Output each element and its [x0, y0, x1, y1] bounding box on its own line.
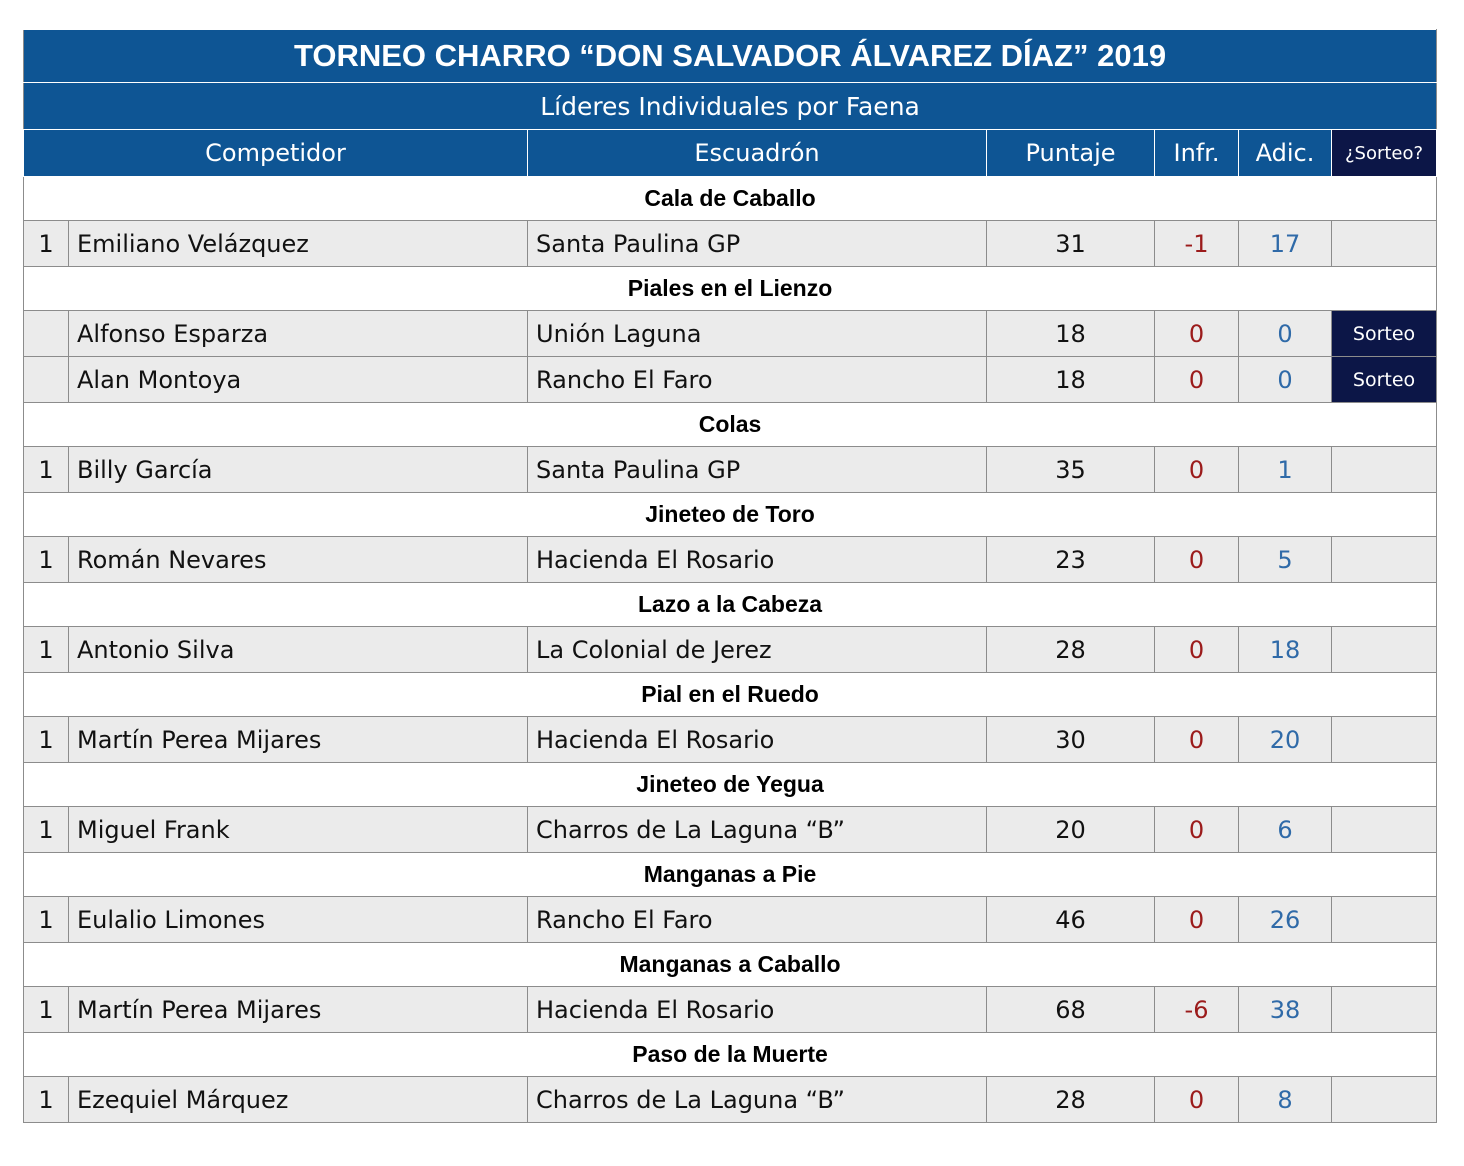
infr-cell: -1 [1155, 221, 1239, 267]
sorteo-cell [1332, 717, 1437, 763]
page-subtitle: Líderes Individuales por Faena [24, 83, 1437, 130]
header-infr: Infr. [1155, 130, 1239, 177]
infr-cell: 0 [1155, 717, 1239, 763]
section-header-row [24, 267, 1437, 311]
header-escuadron: Escuadrón [528, 130, 987, 177]
sorteo-cell [1332, 221, 1437, 267]
section-title: Cala de Caballo [24, 177, 1437, 221]
infr-cell: 0 [1155, 357, 1239, 403]
adic-cell: 5 [1239, 537, 1332, 583]
title-row [24, 30, 1437, 83]
infr-cell: 0 [1155, 311, 1239, 357]
subtitle-row [24, 83, 1437, 130]
table-row [24, 537, 1437, 583]
puntaje-cell: 31 [987, 221, 1155, 267]
table-row [24, 897, 1437, 943]
adic-cell: 0 [1239, 311, 1332, 357]
rank-cell [24, 311, 69, 357]
page-title: TORNEO CHARRO “DON SALVADOR ÁLVAREZ DÍAZ” 2019 [24, 30, 1437, 83]
section-title: Jineteo de Toro [24, 493, 1437, 537]
section-header-row [24, 177, 1437, 221]
header-competidor: Competidor [24, 130, 528, 177]
escuadron-cell: Santa Paulina GP [528, 447, 987, 493]
section-header-row [24, 943, 1437, 987]
puntaje-cell: 18 [987, 311, 1155, 357]
escuadron-cell: Hacienda El Rosario [528, 717, 987, 763]
table-row [24, 447, 1437, 493]
adic-cell: 6 [1239, 807, 1332, 853]
table-row [24, 1077, 1437, 1123]
header-sorteo: ¿Sorteo? [1332, 130, 1437, 177]
rank-cell: 1 [24, 537, 69, 583]
infr-cell: 0 [1155, 1077, 1239, 1123]
section-header-row [24, 763, 1437, 807]
puntaje-cell: 68 [987, 987, 1155, 1033]
puntaje-cell: 23 [987, 537, 1155, 583]
escuadron-cell: Santa Paulina GP [528, 221, 987, 267]
table-row [24, 221, 1437, 267]
sorteo-cell [1332, 897, 1437, 943]
adic-cell: 18 [1239, 627, 1332, 673]
puntaje-cell: 20 [987, 807, 1155, 853]
rank-cell: 1 [24, 807, 69, 853]
section-header-row [24, 1033, 1437, 1077]
section-title: Lazo a la Cabeza [24, 583, 1437, 627]
competidor-cell: Alan Montoya [69, 357, 528, 403]
puntaje-cell: 30 [987, 717, 1155, 763]
adic-cell: 8 [1239, 1077, 1332, 1123]
rank-cell: 1 [24, 717, 69, 763]
infr-cell: -6 [1155, 987, 1239, 1033]
infr-cell: 0 [1155, 447, 1239, 493]
competidor-cell: Emiliano Velázquez [69, 221, 528, 267]
section-header-row [24, 403, 1437, 447]
competidor-cell: Antonio Silva [69, 627, 528, 673]
escuadron-cell: Rancho El Faro [528, 897, 987, 943]
table-row [24, 987, 1437, 1033]
sorteo-cell [1332, 807, 1437, 853]
rank-cell: 1 [24, 987, 69, 1033]
puntaje-cell: 28 [987, 1077, 1155, 1123]
competidor-cell: Miguel Frank [69, 807, 528, 853]
table-body [24, 30, 1437, 1123]
infr-cell: 0 [1155, 537, 1239, 583]
rank-cell: 1 [24, 627, 69, 673]
competidor-cell: Román Nevares [69, 537, 528, 583]
section-header-row [24, 583, 1437, 627]
rank-cell: 1 [24, 1077, 69, 1123]
table-row [24, 807, 1437, 853]
adic-cell: 1 [1239, 447, 1332, 493]
adic-cell: 0 [1239, 357, 1332, 403]
sorteo-cell [1332, 627, 1437, 673]
competidor-cell: Martín Perea Mijares [69, 987, 528, 1033]
section-title: Manganas a Caballo [24, 943, 1437, 987]
competidor-cell: Alfonso Esparza [69, 311, 528, 357]
rank-cell: 1 [24, 221, 69, 267]
header-adic: Adic. [1239, 130, 1332, 177]
sorteo-badge: Sorteo [1332, 311, 1437, 357]
puntaje-cell: 28 [987, 627, 1155, 673]
puntaje-cell: 46 [987, 897, 1155, 943]
leaders-table [23, 29, 1437, 1123]
table-row [24, 717, 1437, 763]
sorteo-cell [1332, 1077, 1437, 1123]
header-puntaje: Puntaje [987, 130, 1155, 177]
sorteo-cell [1332, 447, 1437, 493]
infr-cell: 0 [1155, 627, 1239, 673]
table-row [24, 627, 1437, 673]
competidor-cell: Ezequiel Márquez [69, 1077, 528, 1123]
puntaje-cell: 35 [987, 447, 1155, 493]
section-title: Piales en el Lienzo [24, 267, 1437, 311]
adic-cell: 17 [1239, 221, 1332, 267]
section-title: Colas [24, 403, 1437, 447]
escuadron-cell: Unión Laguna [528, 311, 987, 357]
adic-cell: 26 [1239, 897, 1332, 943]
section-header-row [24, 853, 1437, 897]
section-title: Manganas a Pie [24, 853, 1437, 897]
section-title: Jineteo de Yegua [24, 763, 1437, 807]
rank-cell: 1 [24, 447, 69, 493]
sorteo-cell [1332, 537, 1437, 583]
escuadron-cell: La Colonial de Jerez [528, 627, 987, 673]
escuadron-cell: Rancho El Faro [528, 357, 987, 403]
competidor-cell: Billy García [69, 447, 528, 493]
section-header-row [24, 493, 1437, 537]
section-title: Paso de la Muerte [24, 1033, 1437, 1077]
table-row [24, 357, 1437, 403]
escuadron-cell: Hacienda El Rosario [528, 987, 987, 1033]
infr-cell: 0 [1155, 897, 1239, 943]
escuadron-cell: Charros de La Laguna “B” [528, 1077, 987, 1123]
table-row [24, 311, 1437, 357]
infr-cell: 0 [1155, 807, 1239, 853]
competidor-cell: Martín Perea Mijares [69, 717, 528, 763]
competidor-cell: Eulalio Limones [69, 897, 528, 943]
leaders-sheet [23, 29, 1436, 1123]
puntaje-cell: 18 [987, 357, 1155, 403]
escuadron-cell: Charros de La Laguna “B” [528, 807, 987, 853]
sorteo-badge: Sorteo [1332, 357, 1437, 403]
section-header-row [24, 673, 1437, 717]
sorteo-cell [1332, 987, 1437, 1033]
adic-cell: 38 [1239, 987, 1332, 1033]
adic-cell: 20 [1239, 717, 1332, 763]
escuadron-cell: Hacienda El Rosario [528, 537, 987, 583]
rank-cell: 1 [24, 897, 69, 943]
rank-cell [24, 357, 69, 403]
column-header-row [24, 130, 1437, 177]
section-title: Pial en el Ruedo [24, 673, 1437, 717]
